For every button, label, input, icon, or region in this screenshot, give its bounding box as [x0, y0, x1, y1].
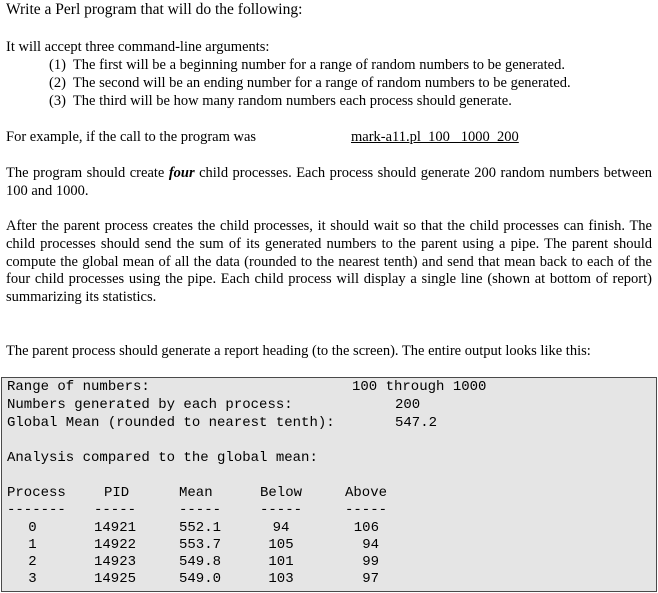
argument-item-1	[49, 57, 565, 74]
table-cell-above: 99	[362, 554, 379, 570]
paragraph-child-processes	[6, 165, 652, 201]
argument-text: The first will be a beginning number for a range of random numbers to be generated.	[72, 57, 565, 73]
header-above: Above	[345, 485, 388, 501]
table-cell-pid: 14921	[94, 520, 137, 536]
underline-above: -----	[345, 502, 388, 518]
para1-before: The program should create	[6, 165, 169, 181]
table-cell-below: 101	[268, 554, 294, 570]
table-cell-below: 94	[272, 520, 290, 536]
table-cell-mean: 549.0	[179, 571, 222, 587]
argument-number: (2)	[49, 75, 66, 91]
table-cell-pid: 14922	[94, 537, 137, 553]
underline-process: -------	[7, 502, 66, 518]
argument-text: The second will be an ending number for a range of random numbers to be generated.	[72, 75, 571, 91]
table-cell-process: 3	[28, 571, 37, 587]
global-mean-label: Global Mean (rounded to nearest tenth):	[7, 415, 335, 431]
example-command: mark-a11.pl 100 1000 200	[351, 129, 519, 145]
argument-number: (1)	[49, 57, 66, 73]
header-mean: Mean	[179, 485, 213, 501]
underline-pid: -----	[94, 502, 137, 518]
table-cell-process: 2	[28, 554, 37, 570]
table-cell-below: 105	[268, 537, 294, 553]
analysis-heading: Analysis compared to the global mean:	[7, 450, 318, 466]
table-cell-mean: 553.7	[179, 537, 222, 553]
underline-below: -----	[260, 502, 303, 518]
table-cell-pid: 14925	[94, 571, 137, 587]
global-mean-value: 547.2	[395, 415, 438, 431]
assignment-title: Write a Perl program that will do the following:	[6, 1, 303, 18]
para1-after: child processes. Each process should generate 200 random numbers between 100 and 1000.	[6, 165, 652, 199]
range-value: 100 through 1000	[352, 379, 487, 395]
table-cell-above: 106	[353, 520, 379, 536]
example-label: For example, if the call to the program was	[6, 129, 257, 145]
generated-label: Numbers generated by each process:	[7, 397, 293, 413]
table-cell-process: 1	[28, 537, 37, 553]
argument-item-3	[49, 93, 512, 110]
header-below: Below	[260, 485, 303, 501]
para1-emphasis: four	[168, 165, 195, 181]
table-cell-pid: 14923	[94, 554, 137, 570]
table-cell-mean: 549.8	[179, 554, 222, 570]
paragraph-report-heading: The parent process should generate a report heading (to the screen). The entire output looks like this:	[6, 343, 591, 359]
generated-value: 200	[395, 397, 421, 413]
table-cell-mean: 552.1	[179, 520, 222, 536]
report-output-box	[1, 377, 657, 592]
header-pid: PID	[104, 485, 130, 501]
arguments-intro: It will accept three command-line arguments:	[6, 39, 270, 55]
underline-mean: -----	[179, 502, 222, 518]
header-process: Process	[7, 485, 66, 501]
table-cell-above: 94	[362, 537, 379, 553]
argument-text: The third will be how many random numbers each process should generate.	[72, 93, 512, 109]
paragraph-parent-process: After the parent process creates the child processes, it should wait so that the child processes can finish. The child processes should send the sum of its generated numbers to the parent using a pipe. The parent should compute the global mean of all the data (rounded to the nearest tenth) and send that mean back to each of the four child processes using the pipe. Each child process will display a single line (shown at bottom of report) summarizing its statistics.	[6, 218, 652, 306]
table-cell-process: 0	[28, 520, 37, 536]
argument-number: (3)	[49, 93, 66, 109]
argument-item-2	[49, 75, 571, 92]
range-label: Range of numbers:	[7, 379, 150, 395]
table-cell-above: 97	[362, 571, 379, 587]
table-cell-below: 103	[268, 571, 294, 587]
